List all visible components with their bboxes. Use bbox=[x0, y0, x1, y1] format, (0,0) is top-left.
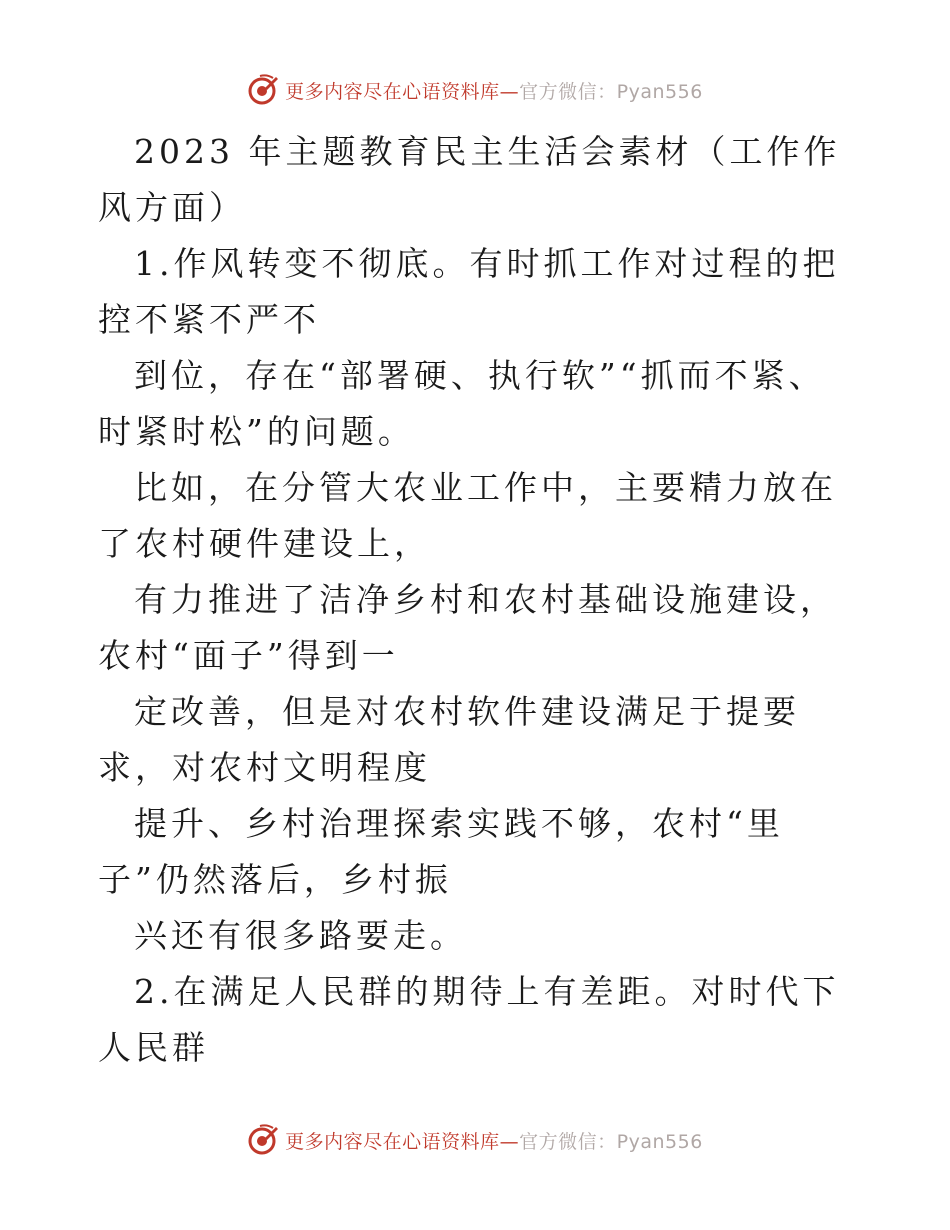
paragraph: 比如，在分管大农业工作中，主要精力放在了农村硬件建设上， bbox=[98, 468, 837, 563]
watermark-wechat-text: 官方微信：Pyan556 bbox=[519, 1130, 703, 1153]
document-body bbox=[98, 124, 858, 1076]
paragraph: 兴还有很多路要走。 bbox=[134, 916, 467, 955]
paragraph: 定改善，但是对农村软件建设满足于提要求，对农村文明程度 bbox=[98, 692, 800, 787]
footer-watermark bbox=[0, 1120, 950, 1160]
paragraph: 到位，存在“部署硬、执行软”“抓而不紧、时紧时松”的问题。 bbox=[98, 356, 826, 451]
pen-logo-icon bbox=[247, 1124, 279, 1156]
watermark-text bbox=[285, 77, 703, 104]
watermark-text bbox=[285, 1127, 703, 1154]
watermark-site-text: 更多内容尽在心语资料库 bbox=[285, 80, 500, 103]
paragraph: 有力推进了洁净乡村和农村基础设施建设，农村“面子”得到一 bbox=[98, 580, 837, 675]
paragraph: 1.作风转变不彻底。有时抓工作对过程的把控不紧不严不 bbox=[98, 244, 840, 339]
paragraph: 2.在满足人民群的期待上有差距。对时代下人民群 bbox=[98, 972, 840, 1067]
watermark-dash: — bbox=[499, 80, 520, 103]
paragraph: 提升、乡村治理探索实践不够，农村“里子”仍然落后，乡村振 bbox=[98, 804, 784, 899]
pen-logo-icon bbox=[247, 74, 279, 106]
watermark-dash: — bbox=[499, 1130, 520, 1153]
watermark-wechat-text: 官方微信：Pyan556 bbox=[519, 80, 703, 103]
watermark-site-text: 更多内容尽在心语资料库 bbox=[285, 1130, 500, 1153]
document-title: 2023 年主题教育民主生活会素材（工作作风方面） bbox=[98, 132, 841, 227]
header-watermark bbox=[0, 70, 950, 110]
